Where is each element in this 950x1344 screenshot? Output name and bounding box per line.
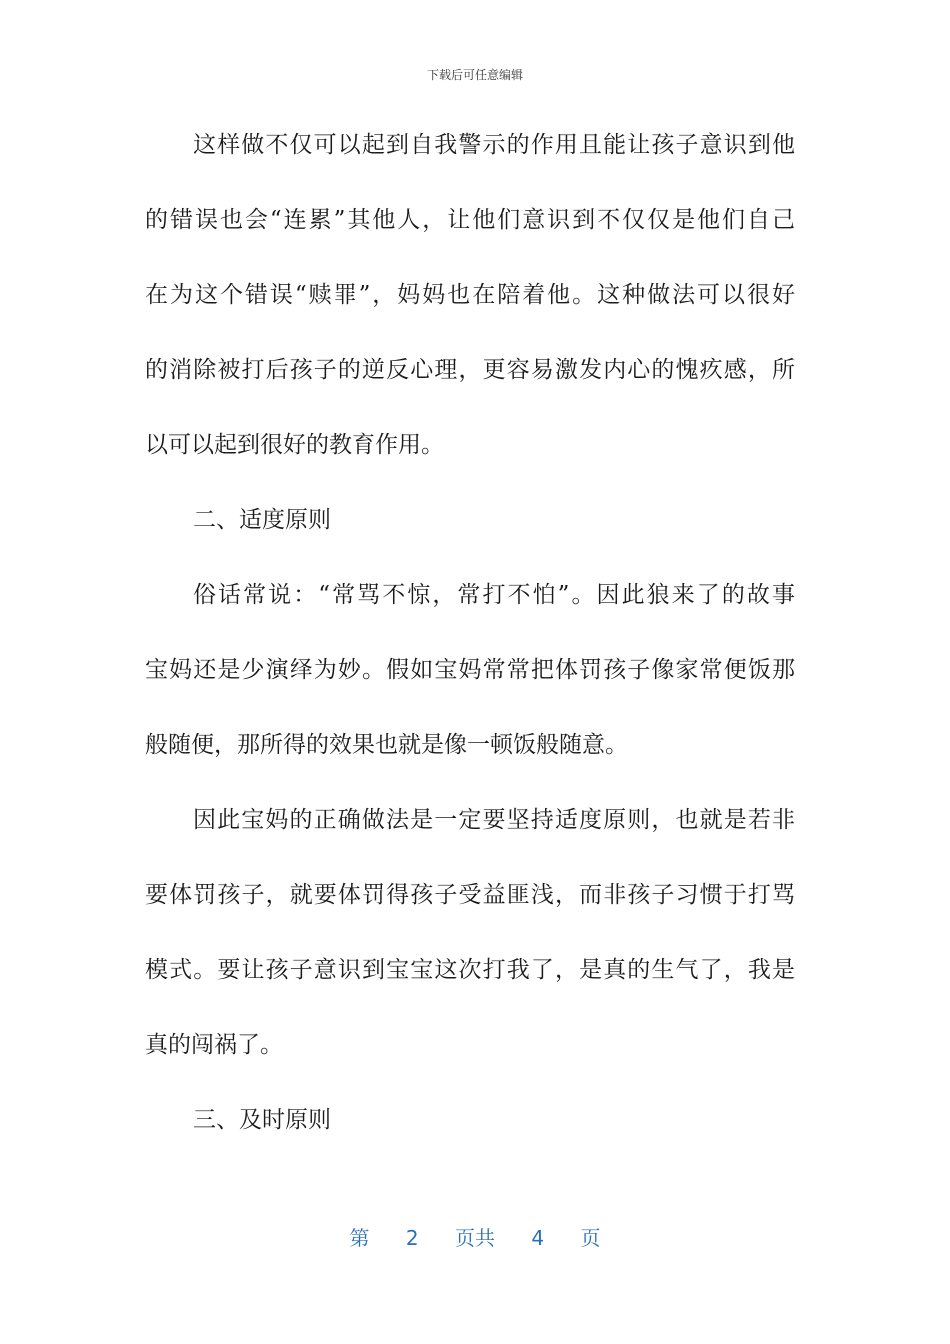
document-body	[145, 108, 795, 1158]
paragraph-line: 的错误也会“连累”其他人，让他们意识到不仅仅是他们自己	[145, 207, 795, 233]
paragraph-line: 在为这个错误“赎罪”，妈妈也在陪着他。这种做法可以很好	[145, 282, 795, 308]
footer-middle: 页共	[455, 1226, 495, 1250]
page-header-note: 下载后可任意编辑	[426, 68, 523, 82]
section-heading: 三、及时原则	[193, 1107, 331, 1133]
paragraph-line: 模式。要让孩子意识到宝宝这次打我了，是真的生气了，我是	[145, 957, 795, 983]
paragraph-line: 宝妈还是少演绎为妙。假如宝妈常常把体罚孩子像家常便饭那	[145, 657, 795, 683]
paragraph-line: 真的闯祸了。	[145, 1032, 283, 1058]
paragraph-line: 以可以起到很好的教育作用。	[145, 432, 444, 458]
paragraph-line: 般随便，那所得的效果也就是像一顿饭般随意。	[145, 732, 628, 758]
paragraph-line: 这样做不仅可以起到自我警示的作用且能让孩子意识到他	[193, 132, 795, 158]
paragraph-line: 要体罚孩子，就要体罚得孩子受益匪浅，而非孩子习惯于打骂	[145, 882, 795, 908]
paragraph-line: 因此宝妈的正确做法是一定要坚持适度原则，也就是若非	[193, 807, 795, 833]
page-number-footer	[0, 1224, 950, 1252]
footer-current-page: 2	[405, 1226, 419, 1250]
paragraph-line: 俗话常说：“常骂不惊，常打不怕”。因此狼来了的故事	[193, 582, 795, 608]
paragraph-line: 的消除被打后孩子的逆反心理，更容易激发内心的愧疚感，所	[145, 357, 795, 383]
footer-prefix: 第	[349, 1226, 370, 1250]
footer-total-pages: 4	[531, 1226, 545, 1250]
section-heading: 二、适度原则	[193, 507, 331, 533]
footer-suffix: 页	[580, 1226, 601, 1250]
